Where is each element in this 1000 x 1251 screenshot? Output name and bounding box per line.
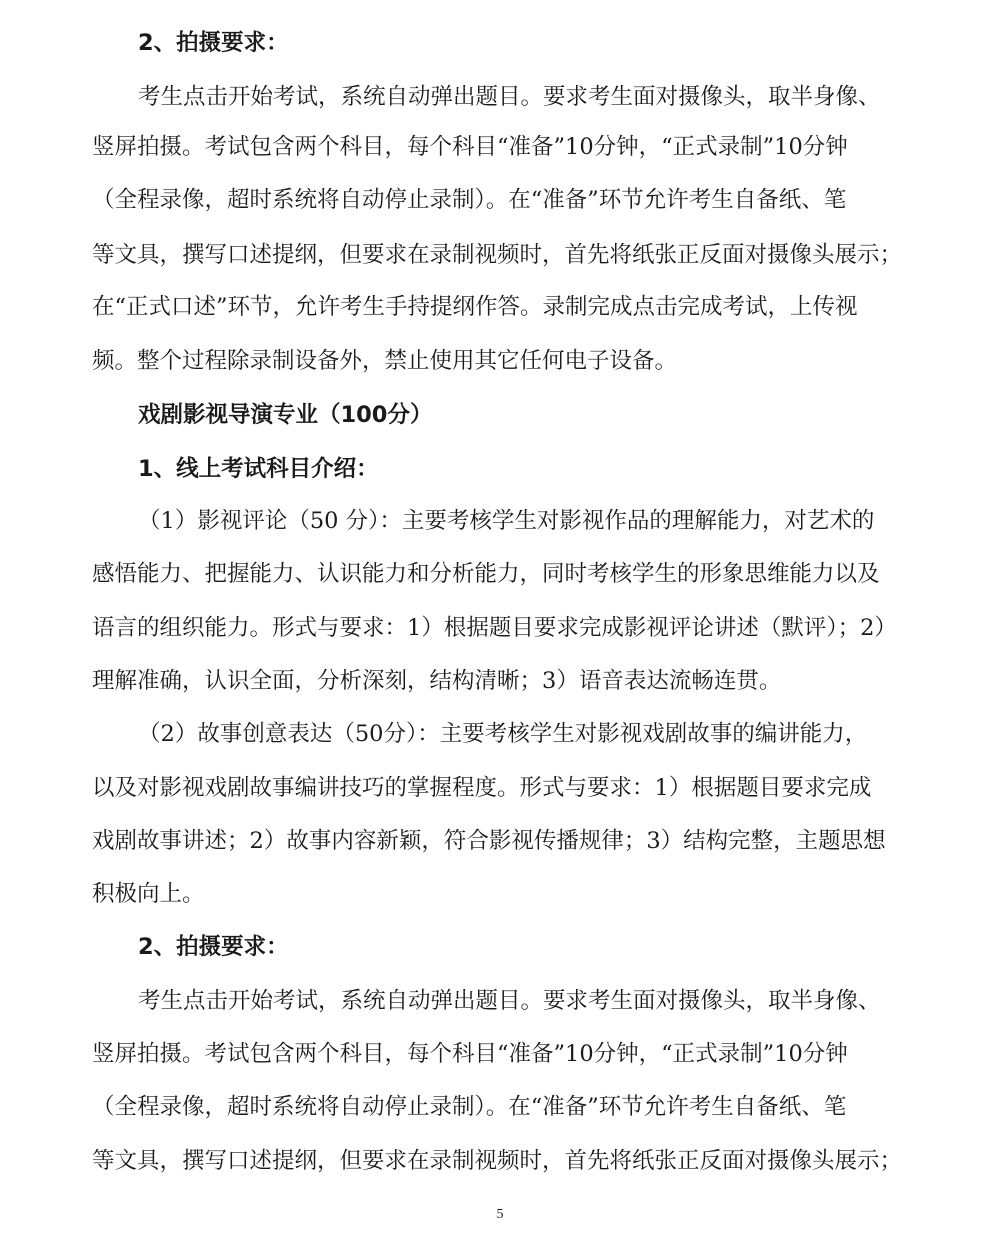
- page-number: 5: [496, 1207, 504, 1222]
- paragraph-line: （全程录像，超时系统将自动停止录制）。在“准备”环节允许考生自备纸、笔: [92, 187, 847, 213]
- section-heading-shooting-requirements: 2、拍摄要求：: [138, 934, 289, 960]
- section-heading-directing-major: 戏剧影视导演专业（100分）: [138, 402, 433, 428]
- paragraph-line: （1）影视评论（50 分）：主要考核学生对影视作品的理解能力，对艺术的: [138, 508, 875, 534]
- paragraph-line: 竖屏拍摄。考试包含两个科目，每个科目“准备”10分钟，“正式录制”10分钟: [92, 1041, 848, 1067]
- section-heading-online-exam-subjects: 1、线上考试科目介绍：: [138, 456, 379, 482]
- paragraph-line: 积极向上。: [92, 881, 205, 907]
- paragraph-line: 理解准确，认识全面，分析深刻，结构清晰；3）语音表达流畅连贯。: [92, 668, 782, 694]
- paragraph-line: 语言的组织能力。形式与要求：1）根据题目要求完成影视评论讲述（默评）；2）: [92, 615, 897, 641]
- paragraph-line: 以及对影视戏剧故事编讲技巧的掌握程度。形式与要求：1）根据题目要求完成: [92, 775, 872, 801]
- paragraph-line: （全程录像，超时系统将自动停止录制）。在“准备”环节允许考生自备纸、笔: [92, 1094, 847, 1120]
- paragraph-line: 等文具，撰写口述提纲，但要求在录制视频时，首先将纸张正反面对摄像头展示；: [92, 1148, 903, 1174]
- paragraph-line: 在“正式口述”环节，允许考生手持提纲作答。录制完成点击完成考试，上传视: [92, 294, 858, 320]
- paragraph-line: 考生点击开始考试，系统自动弹出题目。要求考生面对摄像头，取半身像、: [138, 988, 881, 1014]
- paragraph-line: 等文具，撰写口述提纲，但要求在录制视频时，首先将纸张正反面对摄像头展示；: [92, 242, 903, 268]
- section-heading-shooting-requirements: 2、拍摄要求：: [138, 30, 289, 56]
- paragraph-line: 感悟能力、把握能力、认识能力和分析能力，同时考核学生的形象思维能力以及: [92, 561, 880, 587]
- paragraph-line: 考生点击开始考试，系统自动弹出题目。要求考生面对摄像头，取半身像、: [138, 84, 881, 110]
- paragraph-line: （2）故事创意表达（50分）：主要考核学生对影视戏剧故事的编讲能力，: [138, 721, 868, 747]
- paragraph-line: 戏剧故事讲述；2）故事内容新颖，符合影视传播规律；3）结构完整，主题思想: [92, 828, 886, 854]
- paragraph-line: 频。整个过程除录制设备外，禁止使用其它任何电子设备。: [92, 348, 678, 374]
- paragraph-line: 竖屏拍摄。考试包含两个科目，每个科目“准备”10分钟，“正式录制”10分钟: [92, 134, 848, 160]
